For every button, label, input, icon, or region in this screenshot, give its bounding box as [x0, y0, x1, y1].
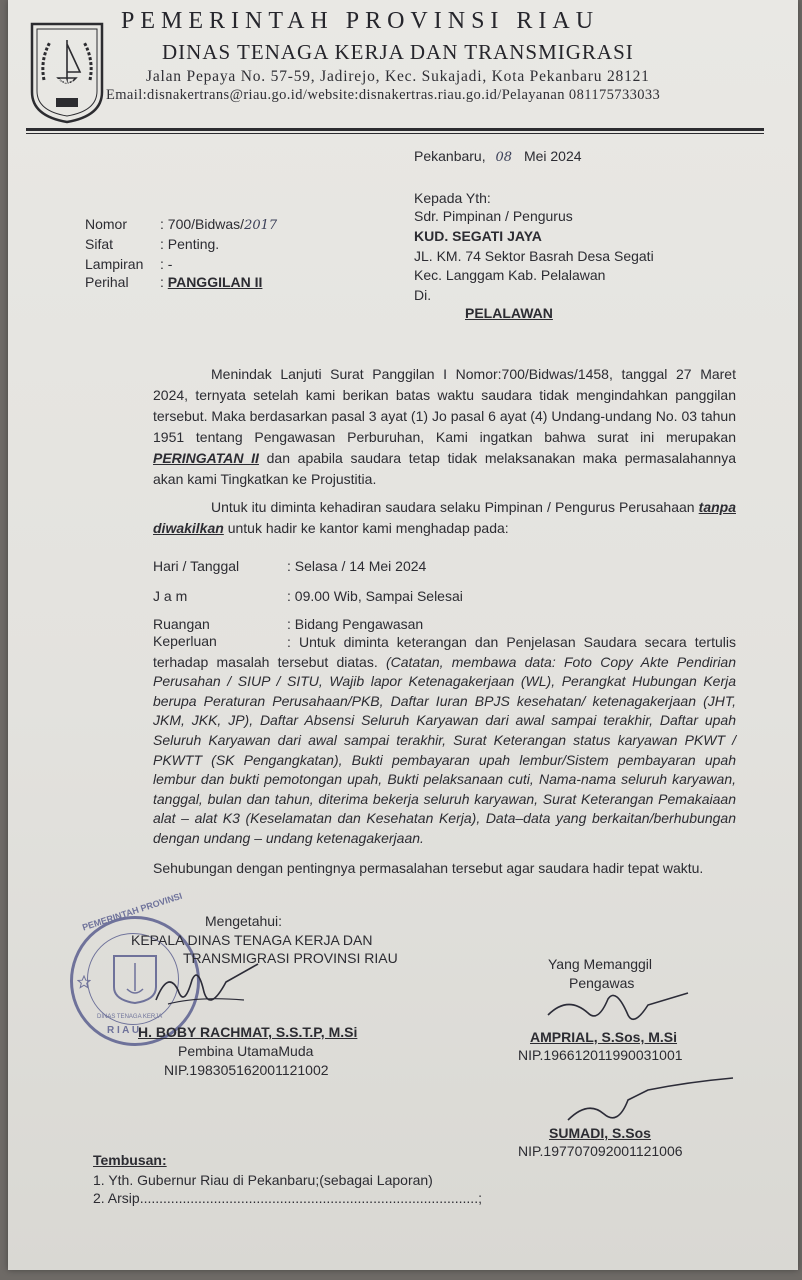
meta-perihal-value: PANGGILAN II	[167, 274, 263, 290]
body-p2-emphasis: tanpa diwakilkan	[153, 499, 736, 536]
sign-left-rank: Pembina UtamaMuda	[178, 1043, 314, 1059]
schedule-jam-value: : 09.00 Wib, Sampai Selesai	[287, 588, 463, 604]
sign-right-name-1: AMPRIAL, S.Sos, M.Si	[530, 1029, 678, 1045]
meta-sifat-label: Sifat	[85, 236, 114, 252]
letterhead-rule-thick	[26, 128, 764, 131]
schedule-keperluan-text	[153, 633, 736, 849]
meta-lampiran-label: Lampiran	[85, 256, 144, 272]
sign-right-name-2: SUMADI, S.Sos	[549, 1125, 651, 1141]
body-paragraph-2	[153, 497, 736, 539]
recipient-address-1: JL. KM. 74 Sektor Basrah Desa Segati	[414, 248, 654, 264]
sign-left-title-2: TRANSMIGRASI PROVINSI RIAU	[183, 950, 398, 966]
date-day-handwritten: 08	[495, 150, 513, 165]
meta-nomor	[160, 216, 277, 233]
schedule-hari-label: Hari / Tanggal	[153, 558, 240, 574]
tembusan-label: Tembusan:	[93, 1152, 167, 1168]
riau-emblem-icon	[28, 20, 106, 124]
sign-right-nip-1: NIP.196612011990031001	[518, 1047, 683, 1063]
meta-nomor-value: : 700/Bidwas/	[160, 216, 245, 232]
body-paragraph-1	[153, 364, 736, 490]
letterhead-agency: DINAS TENAGA KERJA DAN TRANSMIGRASI	[162, 40, 634, 64]
letterhead-address: Jalan Pepaya No. 57-59, Jadirejo, Kec. Sukajadi, Kota Pekanbaru 28121	[146, 68, 650, 85]
tembusan-item-1: 1. Yth. Gubernur Riau di Pekanbaru;(sebagai Laporan)	[93, 1172, 433, 1188]
recipient-company: KUD. SEGATI JAYA	[414, 228, 542, 244]
body-p2-text-c: untuk hadir ke kantor kami menghadap pada:	[223, 520, 509, 536]
recipient-line-2: Sdr. Pimpinan / Pengurus	[414, 208, 573, 224]
sign-right-title-1: Yang Memanggil	[548, 956, 653, 972]
sign-right-nip-2: NIP.197707092001121006	[518, 1143, 683, 1159]
meta-perihal-colon: :	[160, 274, 164, 290]
stamp-bottom-text: R I A U	[107, 1025, 140, 1036]
keperluan-main: : Untuk diminta keterangan dan Penjelasan Saudara secara tertulis terhadap masalah tersebut diatas.	[153, 634, 736, 670]
sign-left-mengetahui: Mengetahui:	[205, 913, 283, 929]
stamp-inner-text: DINAS TENAGA KERJA	[97, 1014, 163, 1020]
body-p2-text-a: Untuk itu diminta kehadiran saudara selaku Pimpinan / Pengurus Perusahaan	[211, 499, 699, 515]
recipient-line-1: Kepada Yth:	[414, 190, 491, 206]
keperluan-catatan: (Catatan, membawa data: Foto Copy Akte Pendirian Perusahan / SIUP / SITU, Wajib lapor Ketenagakerjaan (WL), Perangkat Hubungan Kerja berupa Peraturan Perusahaan/PKB, Daftar Iuran BPJS kesehatan/ ketenagakerjaan (JHT, JKM, JKK, JP), Daftar Absensi Seluruh Karyawan dari awal sampai terakhir, Daftar upah Seluruh Karyawan dari awal sampai terakhir, Surat Keterangan status karyawan PKWT / PKWTT (SK Pengangkatan), Bukti pembayaran upah lembur/Sistem pembayaran upah lembur dan bukti pemotongan upah, Bukti pelaksanaan cuti, Nama-nama seluruh karyawan, tanggal, bulan dan tahun, diterima bekerja seluruh karyawan, Surat Keterangan Pemakaiaan alat – alat K3 (Keselamatan dan Kesehatan Kerja), Data–data yang berkaitan/berhubungan dengan undang – undang ketenagakerjaan.	[153, 653, 736, 846]
sign-left-nip: NIP.198305162001121002	[164, 1062, 329, 1078]
body-p1-text-c: dan apabila saudara tetap tidak melaksanakan maka permasalahannya akan kami Tingkatkan ke Projustitia.	[153, 450, 736, 487]
recipient-address-2: Kec. Langgam Kab. Pelalawan	[414, 267, 606, 283]
letter-date	[414, 148, 582, 165]
schedule-ruangan-label: Ruangan	[153, 616, 210, 632]
sign-left-title-1: KEPALA DINAS TENAGA KERJA DAN	[131, 932, 373, 948]
date-month-year: Mei 2024	[523, 148, 582, 164]
tembusan-item-2: 2. Arsip.......................................................................................;	[93, 1190, 482, 1206]
signature-right-2-icon	[548, 1070, 738, 1130]
schedule-jam-label: J a m	[153, 588, 188, 604]
signature-right-icon	[538, 985, 698, 1035]
schedule-keperluan-label: Keperluan	[153, 633, 217, 649]
logo-caption: RIAU	[56, 79, 74, 86]
letterhead-province: PEMERINTAH PROVINSI RIAU	[121, 8, 600, 34]
stamp-star-icon	[77, 975, 91, 989]
closing-sentence: Sehubungan dengan pentingnya permasalahan tersebut agar saudara hadir tepat waktu.	[153, 860, 704, 876]
sign-right-title-2: Pengawas	[569, 975, 635, 991]
signature-left-icon	[148, 960, 268, 1020]
meta-nomor-handwritten: 2017	[244, 218, 278, 233]
meta-perihal	[160, 274, 262, 290]
stamp-top-text: PEMERINTAH PROVINSI	[81, 890, 184, 933]
date-prefix: Pekanbaru,	[414, 148, 486, 164]
meta-sifat-value: : Penting.	[160, 236, 220, 252]
body-p1-warning: PERINGATAN II	[153, 450, 259, 466]
body-p1-text-a: Menindak Lanjuti Surat Panggilan I Nomor:700/Bidwas/1458, tanggal 27 Maret 2024, ternyata setelah kami berikan batas waktu saudara tidak mengindahkan panggilan tersebut. Maka berdasarkan pasal 3 ayat (1) Jo pasal 6 ayat (4) Undang-undang No. 03 tahun 1951 tentang Pengawasan Perburuhan, Kami ingatkan bahwa surat ini merupakan	[153, 366, 736, 445]
meta-perihal-label: Perihal	[85, 274, 129, 290]
letterhead-contact: Email:disnakertrans@riau.go.id/website:disnakertras.riau.go.id/Pelayanan 081175733033	[106, 87, 661, 103]
schedule-ruangan-value: : Bidang Pengawasan	[287, 616, 424, 632]
letter-paper	[8, 0, 798, 1270]
meta-nomor-label: Nomor	[85, 216, 128, 232]
meta-lampiran-value: : -	[160, 256, 173, 272]
sign-left-name: H. BOBY RACHMAT, S.S.T.P, M.Si	[138, 1024, 358, 1040]
recipient-city: PELALAWAN	[465, 305, 553, 321]
recipient-di: Di.	[414, 287, 432, 303]
schedule-hari-value: : Selasa / 14 Mei 2024	[287, 558, 427, 574]
letterhead-rule-thin	[26, 133, 764, 134]
